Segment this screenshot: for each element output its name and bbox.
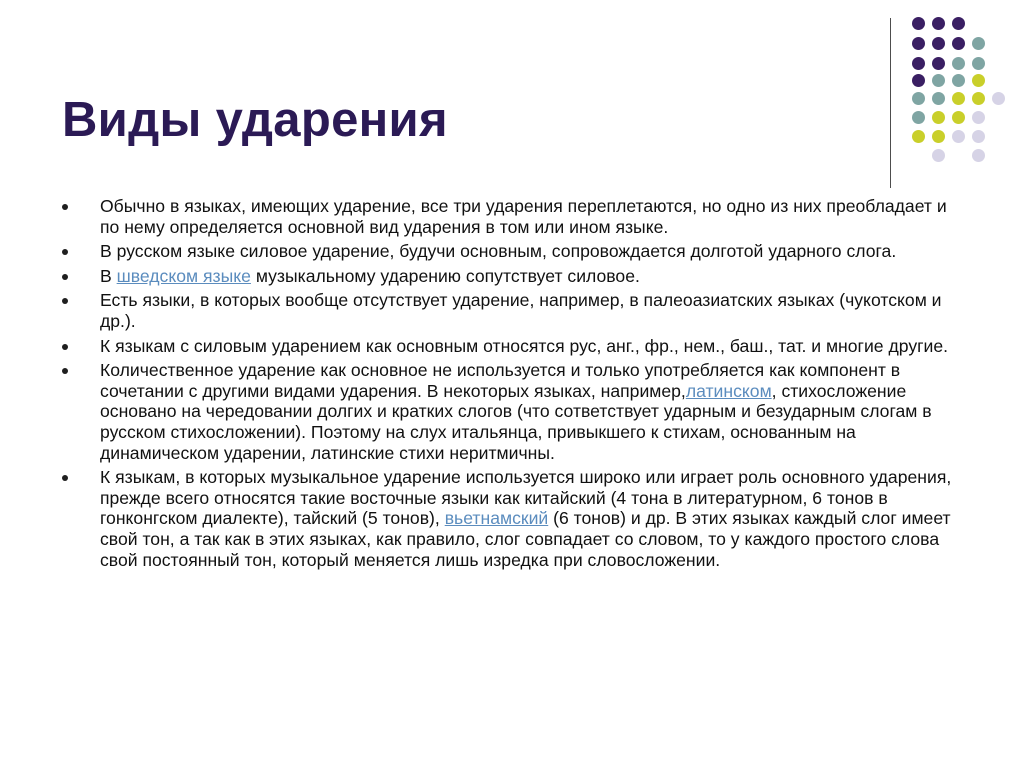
bullet-list: [62, 196, 962, 574]
decorative-dot: [912, 57, 925, 70]
decorative-dot: [952, 130, 965, 143]
bullet-text: [100, 196, 947, 237]
bullet-point-icon: [62, 204, 68, 210]
text-fragment: Обычно в языках, имеющих ударение, все три ударения переплетаются, но одно из них преобладает и по нему определяется основной вид ударения в том или ином языке.: [100, 196, 947, 237]
bullet-text: [100, 241, 896, 261]
decorative-dot: [932, 92, 945, 105]
decorative-dot: [992, 92, 1005, 105]
bullet-text: [100, 266, 640, 286]
inline-link[interactable]: вьетнамский: [444, 508, 549, 529]
decorative-dot: [952, 92, 965, 105]
bullet-item: [62, 360, 962, 463]
bullet-point-icon: [62, 249, 68, 255]
bullet-item: [62, 290, 962, 331]
text-fragment: (6 тонов) и др. В этих языках каждый слог имеет свой тон, а так как в этих языках, как правило, слог совпадает со словом, то у каждого простого слова свой постоянный тон, который меняется лишь изредка при словосложении.: [100, 508, 951, 570]
decorative-dot: [952, 37, 965, 50]
decorative-dot: [932, 17, 945, 30]
decorative-dot: [952, 57, 965, 70]
text-fragment: В: [100, 265, 117, 286]
bullet-text: [100, 360, 932, 462]
decorative-dot: [952, 111, 965, 124]
bullet-text: [100, 290, 942, 331]
decorative-dot: [972, 111, 985, 124]
text-fragment: К языкам с силовым ударением как основным относятся рус, анг., фр., нем., баш., тат. и многие другие.: [100, 335, 949, 356]
bullet-point-icon: [62, 368, 68, 374]
inline-link[interactable]: шведском языке: [116, 265, 251, 286]
decorative-dot: [912, 17, 925, 30]
decorative-dot: [972, 130, 985, 143]
bullet-item: [62, 266, 962, 287]
bullet-text: [100, 467, 951, 569]
text-fragment: Есть языки, в которых вообще отсутствует ударение, например, в палеоазиатских языках (чукотском и др.).: [100, 290, 942, 331]
decorative-dot: [932, 57, 945, 70]
bullet-point-icon: [62, 344, 68, 350]
text-fragment: К языкам, в которых музыкальное ударение используется широко или играет роль основного ударения, прежде всего относятся такие восточные языки как китайский (4 тона в литературном, 6 тонов в гонконгском диалекте), тайский (5 тонов),: [100, 467, 952, 529]
bullet-point-icon: [62, 475, 68, 481]
decorative-dot: [972, 74, 985, 87]
text-fragment: Количественное ударение как основное не используется и только употребляется как компонент в сочетании с другими видами ударения. В некоторых языках, например,: [100, 360, 901, 401]
decorative-dot: [912, 130, 925, 143]
decorative-dot: [972, 37, 985, 50]
bullet-point-icon: [62, 274, 68, 280]
decorative-dot: [912, 37, 925, 50]
decorative-dot: [972, 57, 985, 70]
decorative-dot: [952, 74, 965, 87]
decorative-vertical-line: [890, 18, 891, 188]
page-title: Виды ударения: [62, 93, 448, 147]
bullet-item: [62, 467, 962, 570]
decorative-dot: [912, 111, 925, 124]
decorative-dot: [932, 111, 945, 124]
bullet-item: [62, 241, 962, 262]
decorative-dot: [932, 130, 945, 143]
text-fragment: В русском языке силовое ударение, будучи основным, сопровождается долготой ударного слога.: [100, 241, 897, 262]
text-fragment: , стихосложение основано на чередовании долгих и кратких слогов (что сответствует ударным и безударным слогам в русском стихосложении). Поэтому на слух итальянца, привыкшего к стихам, основанным на динамическом ударении, латинские стихи неритмичны.: [100, 380, 932, 463]
inline-link[interactable]: латинском: [685, 380, 772, 401]
text-fragment: музыкальному ударению сопутствует силовое.: [250, 265, 640, 286]
decorative-dot: [972, 149, 985, 162]
bullet-item: [62, 336, 962, 357]
decorative-dot: [932, 37, 945, 50]
decorative-dot: [912, 74, 925, 87]
bullet-point-icon: [62, 298, 68, 304]
decorative-dot: [912, 92, 925, 105]
decorative-dot: [972, 92, 985, 105]
decorative-dot: [932, 149, 945, 162]
bullet-text: [100, 336, 948, 356]
decorative-dot: [932, 74, 945, 87]
bullet-item: [62, 196, 962, 237]
decorative-dot: [952, 17, 965, 30]
